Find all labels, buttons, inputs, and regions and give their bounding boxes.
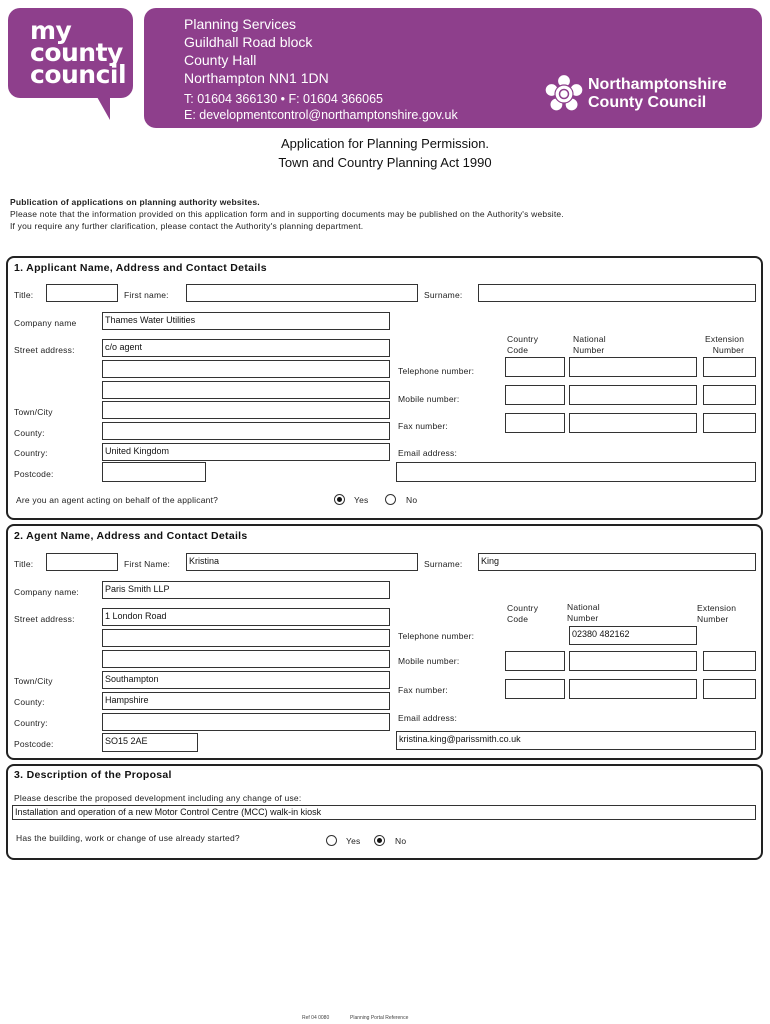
agent-country-code-label-line1: Country — [507, 603, 539, 613]
footer-ref: Ref 04 0080 — [302, 1015, 330, 1021]
applicant-street-field-1[interactable]: c/o agent — [102, 339, 390, 357]
applicant-postcode-field[interactable] — [102, 462, 206, 482]
agent-no-label: No — [406, 495, 418, 505]
agent-company-field[interactable]: Paris Smith LLP — [102, 581, 390, 599]
applicant-title-field[interactable] — [46, 284, 118, 302]
agent-first-name-field[interactable]: Kristina — [186, 553, 418, 571]
applicant-country-label: Country: — [14, 448, 48, 458]
applicant-surname-field[interactable] — [478, 284, 756, 302]
section-agent-title: 2. Agent Name, Address and Contact Details — [14, 530, 248, 542]
address-line-3: County Hall — [184, 52, 257, 68]
agent-fax-label: Fax number: — [398, 685, 448, 695]
agent-country-code-label-line2: Code — [507, 614, 529, 624]
applicant-town-label: Town/City — [14, 407, 53, 417]
applicant-fax-national[interactable] — [569, 413, 697, 433]
agent-extension-number-label-line2: Number — [697, 614, 729, 624]
notice-heading: Publication of applications on planning authority websites. — [10, 197, 260, 207]
country-code-label-line1: Country — [507, 334, 539, 344]
section-applicant-title: 1. Applicant Name, Address and Contact Details — [14, 262, 267, 274]
started-yes-radio[interactable] — [326, 835, 337, 846]
logo-line-my: my — [30, 16, 72, 45]
applicant-fax-country-code[interactable] — [505, 413, 565, 433]
agent-county-field[interactable]: Hampshire — [102, 692, 390, 710]
agent-email-label: Email address: — [398, 713, 458, 723]
address-line-2: Guildhall Road block — [184, 34, 313, 50]
agent-postcode-label: Postcode: — [14, 739, 54, 749]
applicant-telephone-extension[interactable] — [703, 357, 756, 377]
applicant-county-label: County: — [14, 428, 45, 438]
footer-portal-reference: Planning Portal Reference — [350, 1015, 409, 1021]
agent-yes-label: Yes — [354, 495, 369, 505]
tudor-rose-icon — [544, 74, 584, 114]
agent-title-field[interactable] — [46, 553, 118, 571]
logo-line-council: council — [30, 60, 127, 89]
agent-town-field[interactable]: Southampton — [102, 671, 390, 689]
applicant-company-label: Company name — [14, 318, 77, 328]
applicant-telephone-national[interactable] — [569, 357, 697, 377]
applicant-street-label: Street address: — [14, 345, 75, 355]
agent-fax-country-code[interactable] — [505, 679, 565, 699]
agent-mobile-label: Mobile number: — [398, 656, 460, 666]
started-no-radio[interactable] — [374, 835, 385, 846]
national-number-label-line2: Number — [573, 345, 605, 355]
agent-national-number-label — [567, 602, 600, 624]
proposal-description-field[interactable]: Installation and operation of a new Motor Control Centre (MCC) walk-in kiosk — [12, 805, 756, 820]
applicant-title-label: Title: — [14, 290, 34, 300]
agent-no-radio[interactable] — [385, 494, 396, 505]
council-name-line-2: County Council — [588, 94, 707, 111]
applicant-email-field[interactable] — [396, 462, 756, 482]
header-banner — [144, 8, 762, 128]
extension-number-label-line1: Extension — [705, 334, 745, 344]
agent-company-label: Company name: — [14, 587, 79, 597]
agent-national-number-label-line2: Number — [567, 613, 599, 623]
applicant-fax-extension[interactable] — [703, 413, 756, 433]
proposal-prompt: Please describe the proposed development including any change of use: — [14, 793, 302, 803]
header-phone: T: 01604 366130 • F: 01604 366065 — [184, 92, 383, 106]
applicant-email-label: Email address: — [398, 448, 458, 458]
agent-country-code-label — [507, 603, 538, 625]
agent-email-field[interactable]: kristina.king@parissmith.co.uk — [396, 731, 756, 750]
agent-street-field-2[interactable] — [102, 629, 390, 647]
applicant-first-name-field[interactable] — [186, 284, 418, 302]
agent-mobile-extension[interactable] — [703, 651, 756, 671]
applicant-mobile-extension[interactable] — [703, 385, 756, 405]
agent-extension-number-label-line1: Extension — [697, 603, 737, 613]
agent-country-field[interactable] — [102, 713, 390, 731]
agent-mobile-national[interactable] — [569, 651, 697, 671]
agent-yes-radio[interactable] — [334, 494, 345, 505]
agent-surname-field[interactable]: King — [478, 553, 756, 571]
applicant-first-name-label: First name: — [124, 290, 169, 300]
agent-fax-extension[interactable] — [703, 679, 756, 699]
address-line-4: Northampton NN1 1DN — [184, 70, 329, 86]
agent-extension-number-label — [697, 603, 736, 625]
country-code-label-line2: Code — [507, 345, 529, 355]
agent-first-name-label: First Name: — [124, 559, 171, 569]
agent-surname-label: Surname: — [424, 559, 463, 569]
agent-question: Are you an agent acting on behalf of the applicant? — [16, 495, 219, 505]
agent-town-label: Town/City — [14, 676, 53, 686]
applicant-street-field-2[interactable] — [102, 360, 390, 378]
applicant-mobile-national[interactable] — [569, 385, 697, 405]
agent-telephone-national[interactable]: 02380 482162 — [569, 626, 697, 645]
started-question: Has the building, work or change of use already started? — [16, 833, 240, 843]
applicant-company-field[interactable]: Thames Water Utilities — [102, 312, 390, 330]
header-email: E: developmentcontrol@northamptonshire.gov.uk — [184, 108, 458, 122]
applicant-telephone-label: Telephone number: — [398, 366, 475, 376]
notice-line-2: If you require any further clarification, please contact the Authority's planning department. — [10, 221, 364, 231]
agent-postcode-field[interactable]: SO15 2AE — [102, 733, 198, 752]
form-title: Application for Planning Permission. — [280, 136, 490, 151]
applicant-county-field[interactable] — [102, 422, 390, 440]
applicant-country-field[interactable]: United Kingdom — [102, 443, 390, 461]
started-no-label: No — [395, 836, 407, 846]
my-county-council-logo — [8, 8, 133, 98]
started-yes-label: Yes — [346, 836, 361, 846]
applicant-mobile-country-code[interactable] — [505, 385, 565, 405]
agent-county-label: County: — [14, 697, 45, 707]
extension-number-label-line2: Number — [712, 345, 745, 355]
agent-mobile-country-code[interactable] — [505, 651, 565, 671]
applicant-national-number-label — [573, 334, 606, 356]
logo-text — [30, 16, 127, 89]
address-line-1: Planning Services — [184, 16, 297, 32]
council-name-line-1: Northamptonshire — [588, 76, 727, 93]
applicant-postcode-label: Postcode: — [14, 469, 54, 479]
agent-fax-national[interactable] — [569, 679, 697, 699]
agent-telephone-label: Telephone number: — [398, 631, 475, 641]
agent-street-label: Street address: — [14, 614, 75, 624]
logo-line-county: county — [30, 38, 123, 67]
agent-national-number-label-line1: National — [567, 602, 600, 612]
applicant-town-field[interactable] — [102, 401, 390, 419]
agent-street-field-1[interactable]: 1 London Road — [102, 608, 390, 626]
applicant-extension-number-label — [705, 334, 744, 356]
notice-line-1: Please note that the information provided on this application form and in supporting documents may be published on the Authority's website. — [10, 209, 564, 219]
national-number-label-line1: National — [573, 334, 606, 344]
agent-title-label: Title: — [14, 559, 34, 569]
applicant-fax-label: Fax number: — [398, 421, 448, 431]
applicant-mobile-label: Mobile number: — [398, 394, 460, 404]
agent-country-label: Country: — [14, 718, 48, 728]
logo-speech-tail — [92, 88, 110, 120]
applicant-surname-label: Surname: — [424, 290, 463, 300]
section-proposal-title: 3. Description of the Proposal — [14, 769, 172, 781]
agent-street-field-3[interactable] — [102, 650, 390, 668]
applicant-country-code-label — [507, 334, 538, 356]
form-subtitle: Town and Country Planning Act 1990 — [278, 155, 492, 170]
applicant-street-field-3[interactable] — [102, 381, 390, 399]
applicant-telephone-country-code[interactable] — [505, 357, 565, 377]
